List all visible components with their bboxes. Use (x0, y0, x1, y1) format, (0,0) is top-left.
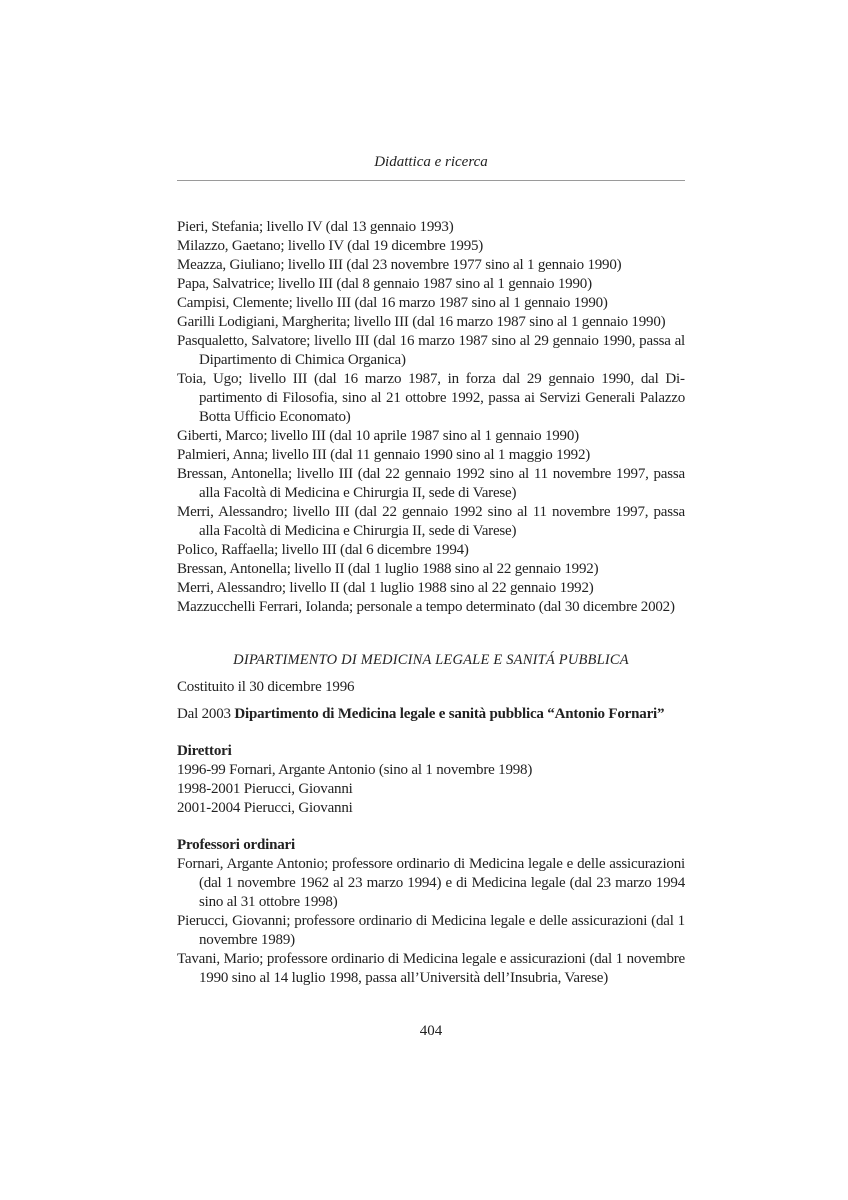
staff-entry: Merri, Alessandro; livello II (dal 1 luglio 1988 sino al 22 gennaio 1992) (177, 580, 594, 596)
header-rule (177, 180, 685, 181)
staff-entry: Campisi, Clemente; livello III (dal 16 marzo 1987 sino al 1 gennaio 1990) (177, 295, 608, 311)
direttori-list (177, 761, 685, 818)
direttore-entry: 1998-2001 Pierucci, Giovanni (177, 781, 353, 797)
staff-entry: Meazza, Giuliano; livello III (dal 23 novembre 1977 sino al 1 gennaio 1990) (177, 257, 622, 273)
page-number: 404 (419, 1023, 443, 1039)
direttore-entry: 2001-2004 Pierucci, Giovanni (177, 800, 353, 816)
renaming-note-new-name: Dipartimento di Medicina legale e sanità pubblica “Antonio Fornari” (234, 706, 665, 722)
staff-entry: Milazzo, Gaetano; livello IV (dal 19 dicembre 1995) (177, 238, 484, 254)
staff-entry: Garilli Lodigiani, Margherita; livello III (dal 16 marzo 1987 sino al 1 gennaio 1990) (177, 314, 666, 330)
staff-entry: Pieri, Stefania; livello IV (dal 13 gennaio 1993) (177, 219, 454, 235)
professori-list (177, 855, 685, 988)
staff-entry: Pasqualetto, Salvatore; livello III (dal 16 marzo 1987 sino al 29 gennaio 1990, passa al Dipartimento di Chimica Organica) (177, 333, 685, 368)
constitution-note: Costituito il 30 dicembre 1996 (177, 679, 355, 695)
professori-ordinari-heading: Professori ordinari (177, 837, 295, 853)
professore-entry: Tavani, Mario; professore ordinario di Medicina legale e assicurazioni (dal 1 novembre 1990 sino al 14 luglio 1998, passa all’Università dell’Insubria, Varese) (177, 951, 685, 986)
renaming-note (177, 705, 685, 724)
renaming-note-prefix: Dal 2003 (177, 706, 235, 722)
staff-entry: Giberti, Marco; livello III (dal 10 aprile 1987 sino al 1 gennaio 1990) (177, 428, 579, 444)
text-column (177, 0, 685, 988)
staff-entry: Mazzucchelli Ferrari, Iolanda; personale a tempo determinato (dal 30 dicembre 2002) (177, 599, 675, 615)
staff-list (177, 218, 685, 617)
staff-entry: Toia, Ugo; livello III (dal 16 marzo 1987, in forza dal 29 gennaio 1990, dal Dipartimento di Filosofia, sino al 21 ottobre 1992, passa ai Servizi Generali Palazzo Botta Ufficio Economato) (177, 371, 685, 425)
direttori-heading: Direttori (177, 743, 232, 759)
section-title: DIPARTIMENTO DI MEDICINA LEGALE E SANITÁ PUBBLICA (233, 652, 629, 668)
staff-entry: Bressan, Antonella; livello II (dal 1 luglio 1988 sino al 22 gennaio 1992) (177, 561, 599, 577)
staff-entry: Merri, Alessandro; livello III (dal 22 gennaio 1992 sino al 11 novembre 1997, passa alla Facoltà di Medicina e Chirurgia II, sede di Varese) (177, 504, 685, 539)
staff-entry: Palmieri, Anna; livello III (dal 11 gennaio 1990 sino al 1 maggio 1992) (177, 447, 591, 463)
staff-entry: Bressan, Antonella; livello III (dal 22 gennaio 1992 sino al 11 novembre 1997, passa alla Facoltà di Medicina e Chirurgia II, sede di Varese) (177, 466, 685, 501)
professore-entry: Pierucci, Giovanni; professore ordinario di Medicina legale e delle assicurazioni (dal 1 novembre 1989) (177, 913, 685, 948)
running-head: Didattica e ricerca (374, 154, 488, 170)
professore-entry: Fornari, Argante Antonio; professore ordinario di Medicina legale e delle assicurazioni (dal 1 novembre 1962 al 23 marzo 1994) e di Medicina legale (dal 23 marzo 1994 sino al 31 ottobre 1998) (177, 856, 685, 910)
staff-entry: Papa, Salvatrice; livello III (dal 8 gennaio 1987 sino al 1 gennaio 1990) (177, 276, 592, 292)
staff-entry: Polico, Raffaella; livello III (dal 6 dicembre 1994) (177, 542, 469, 558)
direttore-entry: 1996-99 Fornari, Argante Antonio (sino al 1 novembre 1998) (177, 762, 533, 778)
